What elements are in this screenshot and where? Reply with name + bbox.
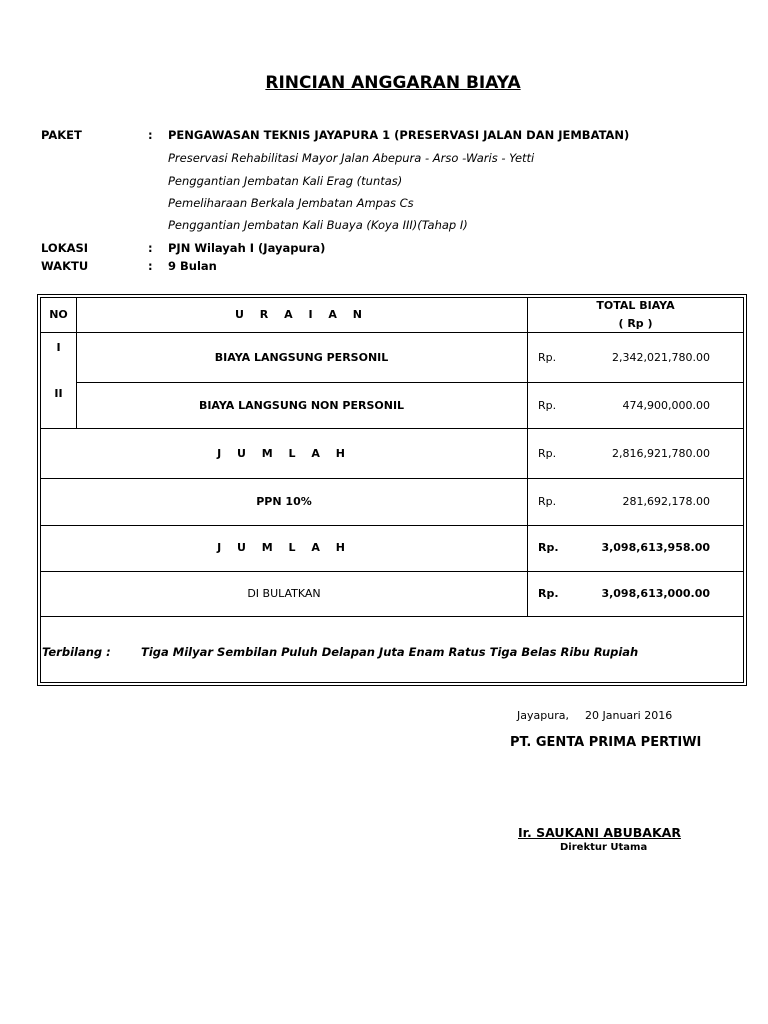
row-1-no: I xyxy=(56,341,61,354)
waktu-value: 9 Bulan xyxy=(168,259,217,273)
ppn-currency: Rp. xyxy=(538,495,557,508)
row-2-desc: BIAYA LANGSUNG NON PERSONIL xyxy=(198,399,405,412)
table-rule xyxy=(527,298,528,616)
waktu-colon: : xyxy=(148,259,153,273)
signature-place: Jayapura, xyxy=(517,709,569,722)
row-1-desc: BIAYA LANGSUNG PERSONIL xyxy=(214,351,389,364)
paket-detail-3: Pemeliharaan Berkala Jembatan Ampas Cs xyxy=(168,196,414,210)
jumlah-subtotal-currency: Rp. xyxy=(538,447,557,460)
lokasi-value: PJN Wilayah I (Jayapura) xyxy=(168,241,326,255)
dibulatkan-label: DI BULATKAN xyxy=(247,587,321,600)
paket-detail-1: Preservasi Rehabilitasi Mayor Jalan Abepura - Arso -Waris - Yetti xyxy=(168,151,535,165)
terbilang-value: Tiga Milyar Sembilan Puluh Delapan Juta Enam Ratus Tiga Belas Ribu Rupiah xyxy=(141,645,639,659)
header-total-currency: ( Rp ) xyxy=(618,317,653,330)
paket-label: PAKET xyxy=(41,128,82,142)
header-total-biaya: TOTAL BIAYA xyxy=(596,299,675,312)
terbilang-label: Terbilang : xyxy=(42,645,111,659)
ppn-amount: 281,692,178.00 xyxy=(622,495,710,508)
cost-table-inner xyxy=(40,297,744,683)
signature-position: Direktur Utama xyxy=(560,842,648,853)
jumlah-total-amount: 3,098,613,958.00 xyxy=(601,541,710,554)
lokasi-colon: : xyxy=(148,241,153,255)
row-1-currency: Rp. xyxy=(538,351,557,364)
lokasi-label: LOKASI xyxy=(41,241,89,255)
table-rule xyxy=(76,382,744,383)
jumlah-total-label: J U M L A H xyxy=(217,541,351,554)
paket-value: PENGAWASAN TEKNIS JAYAPURA 1 (PRESERVASI JALAN DAN JEMBATAN) xyxy=(168,128,630,142)
paket-detail-2: Penggantian Jembatan Kali Erag (tuntas) xyxy=(168,174,403,188)
signature-date: 20 Januari 2016 xyxy=(585,709,673,722)
cost-table xyxy=(37,294,747,686)
row-2-currency: Rp. xyxy=(538,399,557,412)
dibulatkan-amount: 3,098,613,000.00 xyxy=(601,587,710,600)
paket-colon: : xyxy=(148,128,153,142)
table-rule xyxy=(41,571,744,572)
row-1-amount: 2,342,021,780.00 xyxy=(612,351,710,364)
ppn-label: PPN 10% xyxy=(256,495,312,508)
info-block xyxy=(41,128,741,278)
jumlah-subtotal-label: J U M L A H xyxy=(217,447,351,460)
jumlah-subtotal-amount: 2,816,921,780.00 xyxy=(612,447,710,460)
header-no: NO xyxy=(49,308,68,321)
dibulatkan-currency: Rp. xyxy=(538,587,559,600)
header-uraian: U R A I A N xyxy=(235,308,368,321)
row-2-no: II xyxy=(54,387,63,400)
document-title: RINCIAN ANGGARAN BIAYA xyxy=(265,73,521,93)
paket-detail-4: Penggantian Jembatan Kali Buaya (Koya III)(Tahap I) xyxy=(168,218,468,232)
table-rule xyxy=(41,616,744,617)
table-rule xyxy=(41,428,744,429)
table-rule xyxy=(41,525,744,526)
waktu-label: WAKTU xyxy=(41,259,89,273)
signature-name: Ir. SAUKANI ABUBAKAR xyxy=(518,825,681,840)
table-rule xyxy=(41,332,744,333)
signature-company: PT. GENTA PRIMA PERTIWI xyxy=(510,735,702,750)
table-rule xyxy=(41,478,744,479)
row-2-amount: 474,900,000.00 xyxy=(622,399,710,412)
jumlah-total-currency: Rp. xyxy=(538,541,559,554)
